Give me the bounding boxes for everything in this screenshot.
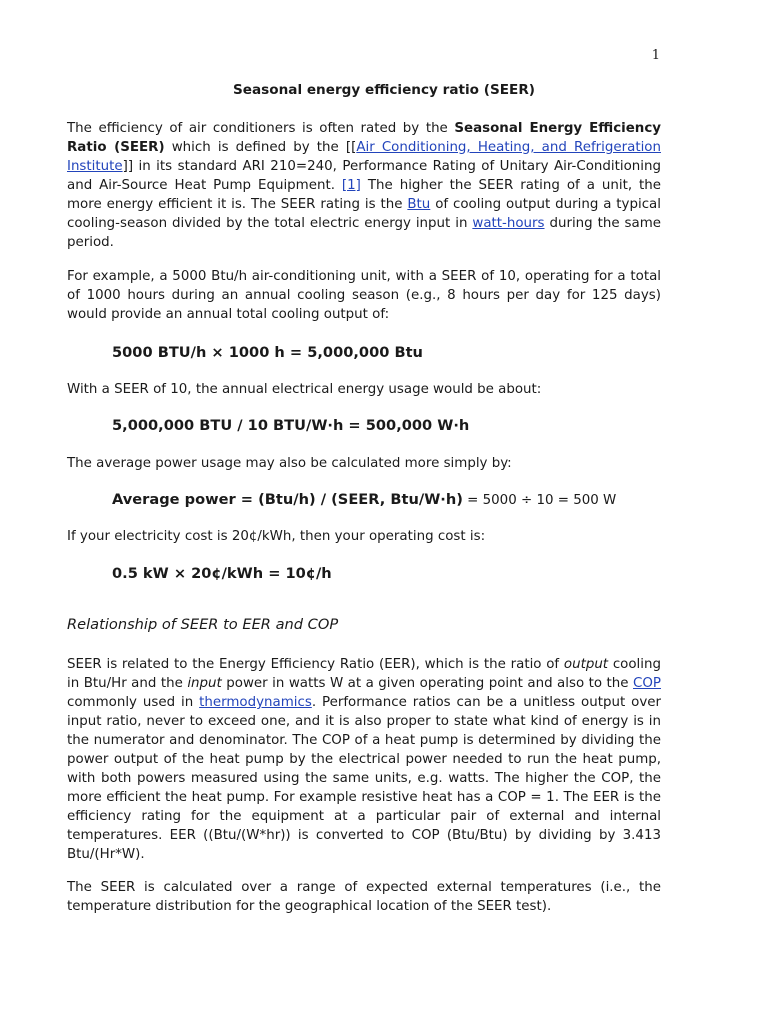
paragraph-example: For example, a 5000 Btu/h air-conditioning unit, with a SEER of 10, operating for a total of 1000 hours during an annual cooling season (e.g., 8 hours per day for 125 days) would provide an annual total cooling output of: <box>67 269 661 322</box>
link-thermodynamics[interactable]: thermodynamics <box>199 695 312 710</box>
paragraph-electricity-cost: If your electricity cost is 20¢/kWh, then your operating cost is: <box>67 529 486 544</box>
text-run: ]] in its standard ARI 210=240, Performance Rating of Unitary Air-Conditioning and Air-Source Heat Pump Equipment. <box>67 159 661 193</box>
paragraph-eer-cop <box>67 655 661 864</box>
seer-term: Seasonal Energy Efficiency Ratio (SEER) <box>67 121 661 155</box>
text-run: of cooling output during a typical cooling-season divided by the total electric energy input in <box>67 197 661 231</box>
text-run: The efficiency of air conditioners is often rated by the <box>67 121 455 136</box>
link-btu[interactable]: Btu <box>407 197 431 212</box>
text-run: during the same period. <box>67 216 661 250</box>
link-watt-hours[interactable]: watt-hours <box>472 216 545 231</box>
text-run: commonly used in <box>67 695 200 710</box>
paragraph-energy-usage: With a SEER of 10, the annual electrical energy usage would be about: <box>67 382 542 397</box>
formula-bold-part: Average power = (Btu/h) / (SEER, Btu/W·h) <box>112 491 463 508</box>
text-run: . Performance ratios can be a unitless output over input ratio, never to exceed one, and it is also proper to state what kind of energy is in the numerator and denominator. The COP of a heat pump is determined by dividing the power output of the heat pump by the electrical power needed to run the heat pump, with both powers measured using the same units, e.g. watts. The higher the COP, the more efficient the heat pump. For example resistive heat has a COP = 1. The EER is the efficiency rating for the equipment at a particular pair of external and internal temperatures. EER ((Btu/(W*hr)) is converted to COP (Btu/Btu) by dividing by 3.413 Btu/(Hr*W). <box>67 695 661 862</box>
paragraph-average-power: The average power usage may also be calculated more simply by: <box>67 456 512 471</box>
link-ref-1[interactable]: [1] <box>341 178 361 193</box>
section-heading: Relationship of SEER to EER and COP <box>67 616 339 633</box>
formula-cooling-output: 5000 BTU/h × 1000 h = 5,000,000 Btu <box>112 344 423 361</box>
link-ahri[interactable]: Air Conditioning, Heating, and Refrigeration Institute <box>67 140 661 174</box>
formula-average-power <box>112 490 616 510</box>
link-cop[interactable]: COP <box>633 676 661 691</box>
paragraph-intro <box>67 119 661 252</box>
text-run: SEER is related to the Energy Efficiency Ratio (EER), which is the ratio of <box>67 657 564 672</box>
document-title: Seasonal energy efficiency ratio (SEER) <box>232 82 535 98</box>
text-run: which is defined by the [[ <box>164 140 357 155</box>
formula-energy-usage: 5,000,000 BTU / 10 BTU/W·h = 500,000 W·h <box>112 417 470 434</box>
text-run: The higher the SEER rating of a unit, the more energy efficient it is. The SEER rating is the <box>67 178 662 212</box>
emphasis-output: output <box>563 657 609 672</box>
formula-operating-cost: 0.5 kW × 20¢/kWh = 10¢/h <box>112 565 332 582</box>
formula-result-part: = 5000 ÷ 10 = 500 W <box>462 493 617 508</box>
text-run: cooling in Btu/Hr and the <box>67 657 661 691</box>
paragraph-seer-calculation: The SEER is calculated over a range of expected external temperatures (i.e., the temperature distribution for the geographical location of the SEER test). <box>67 880 661 914</box>
emphasis-input: input <box>187 676 222 691</box>
text-run: power in watts W at a given operating point and also to the <box>221 676 634 691</box>
page-number: 1 <box>651 48 660 63</box>
